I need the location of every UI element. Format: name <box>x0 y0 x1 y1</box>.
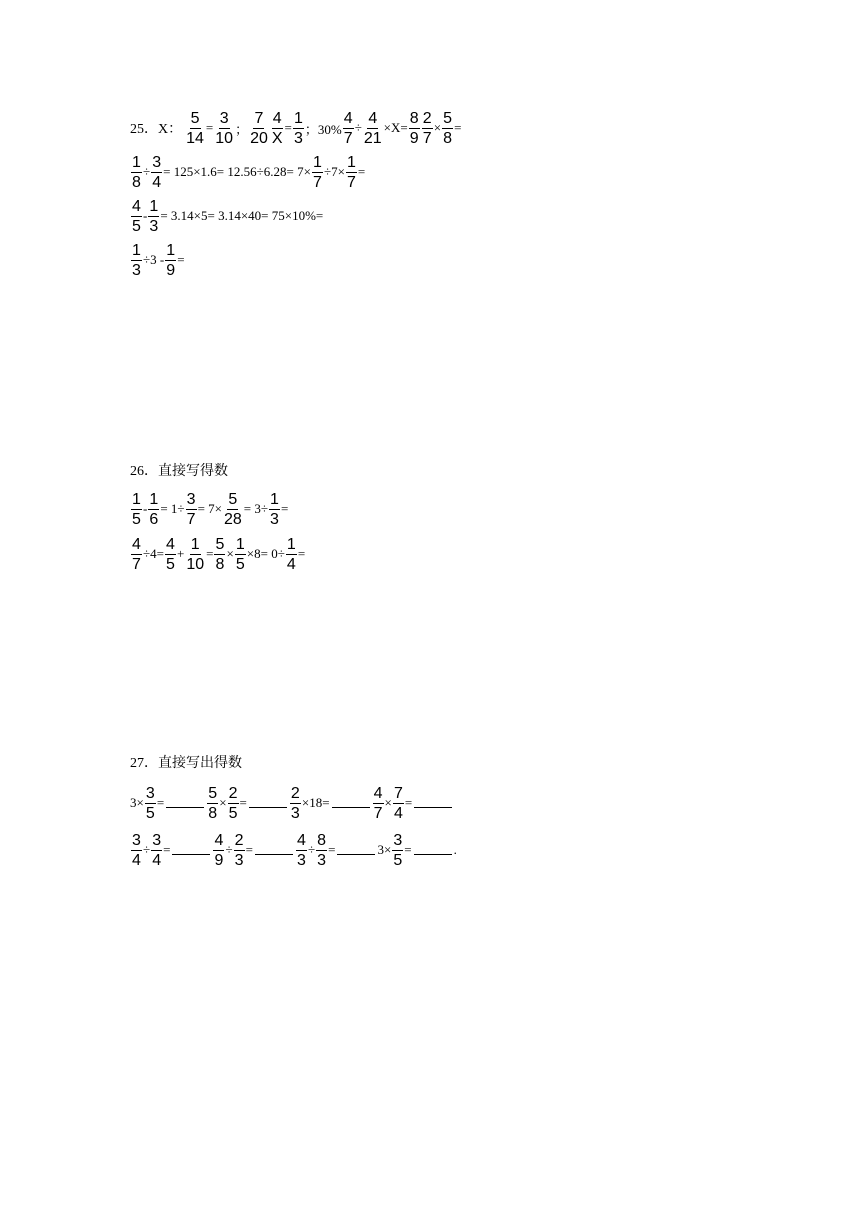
expression-text: × <box>219 795 227 810</box>
problem-title: 25．X： <box>130 122 183 137</box>
expression-text: = <box>177 252 185 267</box>
numerator: 8 <box>317 831 327 849</box>
denominator: 7 <box>186 510 196 528</box>
denominator: 4 <box>152 851 162 869</box>
fraction <box>312 154 323 191</box>
expression-text: = 7× <box>197 501 222 516</box>
numerator: 3 <box>186 490 196 508</box>
numerator: 7 <box>254 109 264 127</box>
numerator: 2 <box>228 784 238 802</box>
fraction <box>269 491 280 528</box>
numerator: 2 <box>234 831 244 849</box>
expression-text: = <box>163 842 171 857</box>
numerator: 4 <box>368 109 378 127</box>
denominator: 8 <box>215 555 225 573</box>
expression-text: ÷7× <box>323 164 345 179</box>
fraction <box>409 110 420 147</box>
numerator: 1 <box>270 490 279 508</box>
expression-text: ÷3 - <box>143 252 165 267</box>
answer-blank[interactable] <box>172 853 210 855</box>
fraction <box>165 242 176 279</box>
expression-text: ；30% <box>304 121 342 137</box>
numerator: 2 <box>422 109 432 127</box>
numerator: 1 <box>132 153 141 171</box>
denominator: 7 <box>373 804 383 822</box>
denominator: 7 <box>422 129 432 147</box>
fraction <box>186 491 197 528</box>
expression-text: ×X= <box>383 120 408 135</box>
expression-text: ÷ <box>307 842 316 857</box>
fraction <box>228 785 239 822</box>
expression-text: 3× <box>377 842 392 857</box>
numerator: 3 <box>393 831 403 849</box>
numerator: 4 <box>166 535 175 553</box>
fraction <box>214 110 234 147</box>
expression-text: 3× <box>130 795 144 810</box>
denominator: 5 <box>393 851 403 869</box>
answer-blank[interactable] <box>337 853 375 855</box>
expression-line <box>130 152 365 192</box>
denominator: 3 <box>293 129 303 147</box>
expression-text: - <box>143 501 148 516</box>
fraction <box>249 110 269 147</box>
expression-line <box>130 196 323 236</box>
expression-text: ÷ <box>225 842 233 857</box>
expression-text: × <box>226 546 234 561</box>
fraction <box>214 536 225 573</box>
fraction <box>286 536 297 573</box>
expression-text: = 125×1.6= 12.56÷6.28= 7× <box>163 164 311 179</box>
fraction <box>185 110 205 147</box>
numerator: 5 <box>443 109 453 127</box>
fraction <box>363 110 383 147</box>
fraction <box>165 536 176 573</box>
problem-title: 26．直接写得数 <box>130 464 228 479</box>
denominator: 9 <box>214 851 224 869</box>
numerator: 1 <box>132 490 141 508</box>
answer-blank[interactable] <box>249 806 287 808</box>
expression-text: = <box>205 120 214 135</box>
expression-line <box>130 534 305 574</box>
numerator: 4 <box>132 197 141 215</box>
expression-text: = <box>404 795 413 810</box>
expression-text: - <box>143 208 148 223</box>
fraction <box>131 198 142 235</box>
denominator: 5 <box>228 804 238 822</box>
denominator: 6 <box>149 510 159 528</box>
denominator: 7 <box>312 173 322 191</box>
fraction <box>151 154 162 191</box>
denominator: 5 <box>132 217 141 235</box>
numerator: 1 <box>235 535 245 553</box>
denominator: 3 <box>270 510 279 528</box>
fraction <box>316 832 327 869</box>
denominator: 4 <box>132 851 141 869</box>
fraction <box>213 832 224 869</box>
fraction <box>343 110 354 147</box>
numerator: 4 <box>343 109 353 127</box>
fraction <box>290 785 301 822</box>
denominator: 9 <box>409 129 419 147</box>
fraction <box>293 110 304 147</box>
expression-text: = <box>281 501 289 516</box>
numerator: 5 <box>208 784 218 802</box>
numerator: 1 <box>286 535 296 553</box>
expression-text: ； <box>235 121 249 137</box>
denominator: 5 <box>132 510 141 528</box>
expression-text: . <box>453 842 457 857</box>
denominator: 5 <box>235 555 245 573</box>
fraction <box>422 110 433 147</box>
answer-blank[interactable] <box>414 806 452 808</box>
fraction <box>131 154 142 191</box>
answer-blank[interactable] <box>255 853 293 855</box>
numerator: 4 <box>272 109 282 127</box>
numerator: 3 <box>152 831 162 849</box>
numerator: 5 <box>190 109 200 127</box>
fraction <box>131 832 142 869</box>
denominator: 5 <box>166 555 175 573</box>
expression-line <box>130 240 185 280</box>
expression-text: + <box>176 546 185 561</box>
answer-blank[interactable] <box>166 806 204 808</box>
problem-title: 27．直接写出得数 <box>130 756 242 771</box>
expression-line <box>130 783 454 823</box>
numerator: 8 <box>409 109 419 127</box>
numerator: 7 <box>393 784 403 802</box>
fraction <box>131 536 142 573</box>
fraction <box>151 832 162 869</box>
fraction <box>223 491 243 528</box>
fraction <box>131 242 142 279</box>
expression-text: = 3.14×5= 3.14×40= 75×10%= <box>160 208 324 223</box>
denominator: 3 <box>290 804 300 822</box>
fraction <box>207 785 218 822</box>
denominator: 3 <box>317 851 327 869</box>
denominator: 14 <box>186 129 204 147</box>
fraction <box>131 491 142 528</box>
expression-text: ÷ <box>143 164 151 179</box>
denominator: X <box>271 129 283 147</box>
numerator: 1 <box>149 490 159 508</box>
expression-text: = <box>357 164 366 179</box>
denominator: 3 <box>132 261 141 279</box>
denominator: 10 <box>215 129 234 147</box>
numerator: 1 <box>293 109 303 127</box>
expression-line <box>130 108 461 148</box>
fraction <box>346 154 357 191</box>
expression-text: ÷ <box>354 120 362 135</box>
numerator: 1 <box>149 197 159 215</box>
fraction <box>235 536 246 573</box>
numerator: 3 <box>145 784 155 802</box>
fraction <box>148 491 159 528</box>
numerator: 1 <box>190 535 200 553</box>
fraction <box>442 110 453 147</box>
denominator: 28 <box>223 510 242 528</box>
denominator: 7 <box>132 555 141 573</box>
expression-text: ×18= <box>301 795 330 810</box>
numerator: 1 <box>132 241 141 259</box>
denominator: 8 <box>208 804 218 822</box>
fraction <box>271 110 284 147</box>
expression-line <box>130 830 457 870</box>
expression-text: = 3÷ <box>243 501 268 516</box>
fraction <box>148 198 159 235</box>
denominator: 10 <box>186 555 205 573</box>
numerator: 5 <box>215 535 225 553</box>
expression-text: × <box>384 795 392 810</box>
numerator: 1 <box>166 241 176 259</box>
expression-line <box>130 489 288 529</box>
denominator: 7 <box>343 129 353 147</box>
numerator: 4 <box>297 831 306 849</box>
denominator: 20 <box>250 129 268 147</box>
fraction <box>234 832 245 869</box>
numerator: 3 <box>132 831 141 849</box>
denominator: 9 <box>166 261 176 279</box>
expression-text: = <box>245 842 253 857</box>
denominator: 4 <box>393 804 403 822</box>
fraction <box>392 832 403 869</box>
numerator: 3 <box>152 153 162 171</box>
numerator: 4 <box>373 784 383 802</box>
fraction <box>296 832 307 869</box>
denominator: 4 <box>286 555 296 573</box>
numerator: 5 <box>228 490 238 508</box>
expression-text: = <box>404 842 412 857</box>
denominator: 4 <box>152 173 162 191</box>
expression-text: = <box>284 120 292 135</box>
denominator: 5 <box>145 804 155 822</box>
numerator: 4 <box>132 535 141 553</box>
denominator: 7 <box>346 173 356 191</box>
denominator: 8 <box>132 173 141 191</box>
expression-text: = 1÷ <box>160 501 185 516</box>
answer-blank[interactable] <box>332 806 370 808</box>
denominator: 21 <box>363 129 382 147</box>
expression-text: = <box>297 546 306 561</box>
fraction <box>373 785 384 822</box>
expression-text: ×8= 0÷ <box>246 546 285 561</box>
denominator: 3 <box>149 217 159 235</box>
expression-text: = <box>206 546 214 561</box>
numerator: 2 <box>290 784 300 802</box>
denominator: 3 <box>297 851 306 869</box>
numerator: 3 <box>219 109 229 127</box>
numerator: 1 <box>346 153 356 171</box>
denominator: 3 <box>234 851 244 869</box>
expression-text: = <box>156 795 165 810</box>
expression-text: ÷ <box>143 842 151 857</box>
numerator: 1 <box>312 153 322 171</box>
answer-blank[interactable] <box>414 853 452 855</box>
denominator: 8 <box>443 129 453 147</box>
fraction <box>145 785 156 822</box>
expression-text: × <box>433 120 442 135</box>
expression-text: = <box>328 842 336 857</box>
fraction <box>393 785 404 822</box>
numerator: 4 <box>214 831 224 849</box>
expression-text: = <box>239 795 247 810</box>
fraction <box>185 536 205 573</box>
expression-text: ÷4= <box>143 546 164 561</box>
expression-text: = <box>454 120 462 135</box>
